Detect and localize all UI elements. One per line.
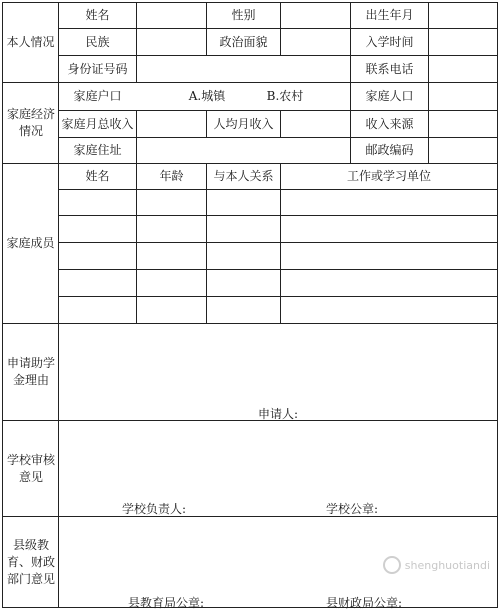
- section-label-school-review: 学校审核意见: [6, 452, 55, 484]
- school-seal-label: 学校公章:: [326, 502, 379, 516]
- members-header-work: 工作或学习单位: [346, 169, 431, 183]
- section-label-reason: 申请助学金理由: [6, 356, 55, 387]
- label-address: 家庭住址: [73, 143, 122, 157]
- label-household-size: 家庭人口: [365, 89, 414, 103]
- watermark-text: shenghuotiandi: [404, 558, 490, 572]
- applicant-signature-label: 申请人:: [258, 407, 299, 421]
- rule-section-4: [2, 420, 498, 421]
- rule-v-136-b: [136, 55, 137, 82]
- finance-bureau-seal-label: 县财政局公章:: [326, 596, 403, 610]
- label-ethnicity: 民族: [85, 34, 110, 49]
- label-gender: 性别: [231, 8, 256, 22]
- rule-v-136-d: [136, 137, 137, 163]
- members-header-relation: 与本人关系: [213, 169, 274, 183]
- rule-v-280-a: [280, 2, 281, 55]
- members-header-name: 姓名: [85, 169, 110, 183]
- rule-v-136-a: [136, 2, 137, 55]
- label-id-number: 身份证号码: [67, 61, 128, 76]
- rule-v-136-c: [136, 110, 137, 137]
- rule-members-4: [58, 296, 498, 297]
- section-label-family-members: 家庭成员: [6, 236, 55, 250]
- edu-bureau-seal-label: 县教育局公章:: [128, 596, 205, 610]
- rule-members-header: [58, 189, 498, 190]
- label-birth: 出生年月: [365, 8, 414, 22]
- watermark-logo-icon: [383, 556, 401, 574]
- rule-bottom: [2, 607, 498, 608]
- label-phone: 联系电话: [365, 61, 414, 76]
- option-urban: A.城镇: [188, 89, 226, 103]
- option-rural: B.农村: [266, 89, 304, 103]
- rule-v-428-a: [428, 2, 429, 163]
- watermark: [383, 556, 490, 574]
- label-per-capita: 人均月收入: [213, 116, 274, 131]
- rule-v-280-c: [280, 110, 281, 137]
- rule-section-3: [2, 323, 498, 324]
- section-label-personal: 本人情况: [6, 35, 55, 49]
- label-monthly-income: 家庭月总收入: [61, 116, 134, 131]
- label-political: 政治面貌: [219, 34, 268, 49]
- rule-members-1: [58, 215, 498, 216]
- rule-right: [497, 2, 498, 608]
- label-name: 姓名: [85, 8, 110, 22]
- school-head-signature-label: 学校负责人:: [122, 502, 187, 516]
- section-label-family-econ: 家庭经济情况: [6, 107, 55, 138]
- rule-section-5: [2, 516, 498, 517]
- section-label-county-review: 县级教育、财政部门意见: [6, 537, 55, 586]
- label-income-source: 收入来源: [365, 116, 414, 131]
- members-header-age: 年龄: [159, 169, 184, 183]
- rule-members-3: [58, 269, 498, 270]
- rule-members-2: [58, 242, 498, 243]
- label-enroll: 入学时间: [365, 34, 414, 49]
- label-hukou: 家庭户口: [73, 89, 122, 103]
- label-postcode: 邮政编码: [365, 143, 414, 157]
